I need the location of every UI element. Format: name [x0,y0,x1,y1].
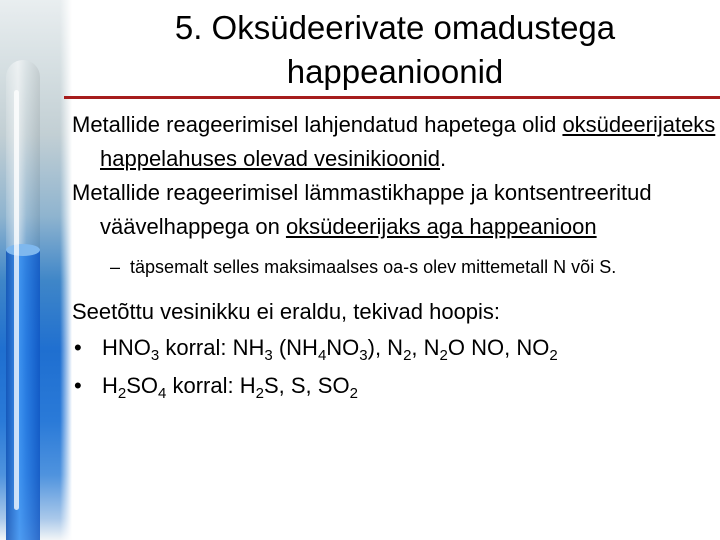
test-tube-meniscus [6,244,40,256]
paragraph-1-underlined: oksüdeerijateks happelahuses olevad vesinikioonid [100,112,716,171]
paragraph-2-underlined: oksüdeerijaks aga happeanioon [285,214,597,239]
products-intro: Seetõttu vesinikku ei eraldu, tekivad hoopis: [72,299,501,324]
paragraph-2-text: Metallide reageerimisel lämmastikhappe ja kontsentreeritud väävelhappega on [72,180,652,239]
title-line-1: 5. Oksüdeerivate omadustega [174,9,616,46]
paragraph-oxidizing-acids [72,176,717,244]
paragraph-1-period: . [440,146,447,171]
title-line-2: happeanioonid [286,53,504,90]
slide-title [80,6,710,94]
bullet-sulfuric-acid-text: $H_2SO_4$ korral: $H_2S$, S, $SO_2$ [102,373,358,402]
bullet-marker: • [74,335,82,360]
sub-item-oxidation-state [110,254,717,281]
paragraph-dilute-acids [72,108,717,176]
slide-body [72,108,717,405]
title-underline-rule [64,96,720,99]
test-tube-image [0,0,72,540]
test-tube-glare [14,90,19,510]
bullet-nitric-acid-text: $HNO_3$ korral: $NH_3$ $(NH_4NO_3)$, $N_2$, $N_2O$ NO, $NO_2$ [102,335,558,364]
sub-item-dash: – [110,257,121,277]
bullet-marker: • [74,373,82,398]
bullet-sulfuric-acid [72,367,717,405]
paragraph-1-text: Metallide reageerimisel lahjendatud hapetega olid [72,112,563,137]
bullet-nitric-acid [72,329,717,367]
sub-item-text: täpsemalt selles maksimaalses oa-s olev mittemetall N või S. [130,257,617,277]
test-tube-liquid [6,250,40,540]
